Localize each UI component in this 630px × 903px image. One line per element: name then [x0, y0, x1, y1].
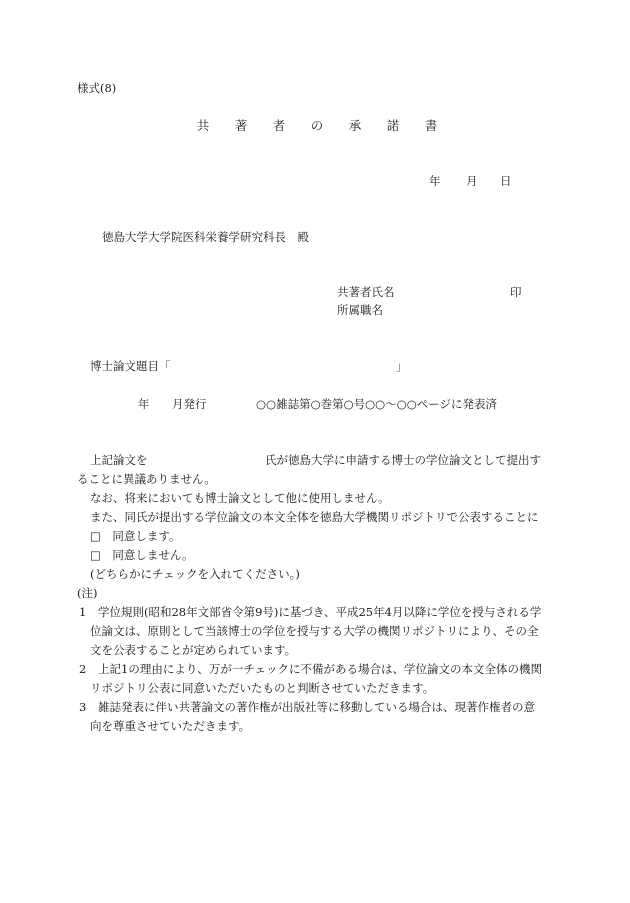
title-char: 書 — [424, 118, 438, 133]
title-char: 承 — [348, 118, 362, 133]
body-p2: なお、将来においても博士論文として他に使用しません。 — [90, 491, 390, 505]
coauthor-name-label: 共著者氏名 — [337, 285, 395, 299]
note-text: 学位規則(昭和28年文部省令第9号)に基づき、平成25年4月以降に学位を授与される学 — [98, 605, 542, 619]
seal-label: 印 — [510, 285, 522, 299]
document-title — [188, 120, 446, 133]
thesis-title-close: 」 — [396, 359, 408, 373]
thesis-title-label: 博士論文題目「 — [90, 359, 171, 373]
publish-journal: ○○雑誌第○巻第○号○○～○○ページに発表済 — [256, 397, 498, 411]
title-char: の — [310, 118, 324, 133]
body-p1-line2: ることに異議ありません。 — [77, 472, 216, 486]
addressee: 徳島大学大学院医科栄養学研究科長 殿 — [102, 230, 309, 244]
title-char: 者 — [272, 118, 286, 133]
body-p1-part2: 氏が徳島大学に申請する博士の学位論文として提出す — [265, 453, 541, 467]
body-p1-part1: 上記論文を — [90, 453, 148, 467]
note-text: 文を公表することが定められています。 — [90, 643, 297, 657]
publish-month-issue: 月発行 — [172, 397, 207, 411]
note-text: リポジトリ公表に同意いただいたものと判断させていただきます。 — [90, 681, 435, 695]
date-year: 年 — [429, 174, 441, 188]
title-char: 著 — [234, 118, 248, 133]
note-text: 位論文は、原則として当該博士の学位を授与する大学の機関リポジトリにより、その全 — [90, 624, 539, 638]
note-text: 向を尊重させていただきます。 — [90, 719, 251, 733]
note-text: 雑誌発表に伴い共著論文の著作権が出版社等に移動している場合は、現著作権者の意 — [98, 700, 535, 714]
affiliation-label: 所属職名 — [337, 303, 383, 317]
check-instruction: (どちらかにチェックを入れてください。) — [90, 567, 300, 581]
notes-label: (注) — [77, 586, 98, 600]
note-number: 2 — [79, 662, 87, 676]
title-char: 諾 — [386, 118, 400, 133]
form-label: 様式(8) — [77, 81, 117, 95]
title-char: 共 — [196, 118, 210, 133]
option-agree-checkbox[interactable]: □ 同意します。 — [90, 529, 181, 543]
body-p3: また、同氏が提出する学位論文の本文全体を徳島大学機関リポジトリで公表することに — [90, 510, 539, 524]
publish-year: 年 — [138, 397, 150, 411]
option-disagree-checkbox[interactable]: □ 同意しません。 — [90, 548, 194, 562]
note-text: 上記1の理由により、万が一チェックに不備がある場合は、学位論文の本文全体の機関 — [98, 662, 542, 676]
note-number: 3 — [79, 700, 87, 714]
date-day: 日 — [500, 174, 512, 188]
note-number: 1 — [79, 605, 87, 619]
date-month: 月 — [466, 174, 478, 188]
